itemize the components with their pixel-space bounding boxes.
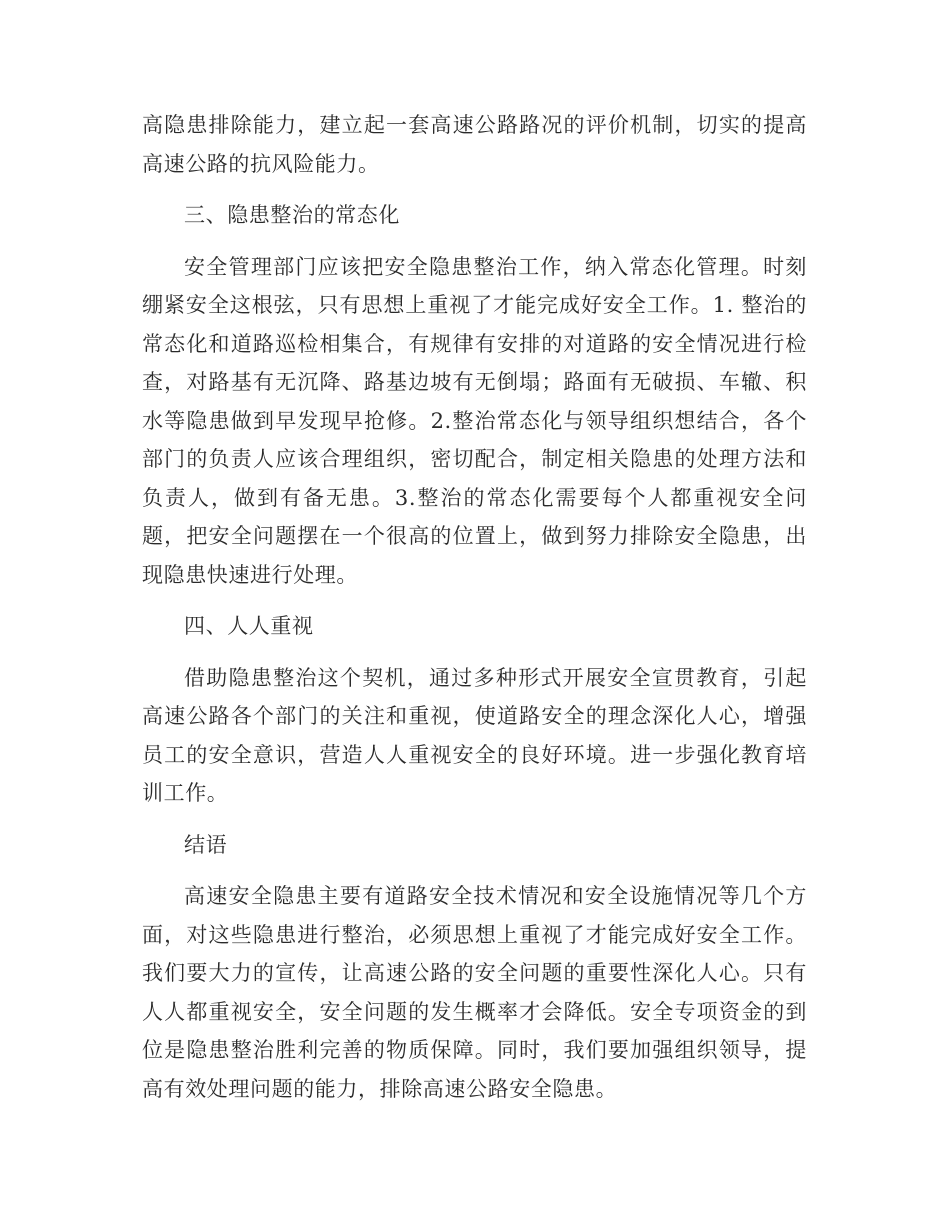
paragraph-normalization: 安全管理部门应该把安全隐患整治工作，纳入常态化管理。时刻绷紧安全这根弦，只有思想上重视了才能完成好安全工作。1. 整治的常态化和道路巡检相集合，有规律有安排的对道路的安全情况进行检查，对路基有无沉降、路基边坡有无倒塌；路面有无破损、车辙、积水等隐患做到早发现早抢修。2.整治常态化与领导组织想结合，各个部门的负责人应该合理组织，密切配合，制定相关隐患的处理方法和负责人，做到有备无患。3.整治的常态化需要每个人都重视安全问题，把安全问题摆在一个很高的位置上，做到努力排除安全隐患，出现隐患快速进行处理。 (142, 254, 807, 587)
paragraph-gap (142, 235, 807, 248)
paragraph-safety-education: 借助隐患整治这个契机，通过多种形式开展安全宣贯教育，引起高速公路各个部门的关注和重视，使道路安全的理念深化人心，增强员工的安全意识，营造人人重视安全的良好环境。进一步强化教育培训工作。 (142, 665, 807, 805)
paragraph-gap (142, 864, 807, 877)
section-heading-everyone-values: 四、人人重视 (184, 614, 314, 638)
paragraph-gap (142, 646, 807, 659)
paragraph-gap (142, 813, 807, 826)
section-heading-conclusion: 结语 (184, 832, 228, 857)
paragraph-conclusion: 高速安全隐患主要有道路安全技术情况和安全设施情况等几个方面，对这些隐患进行整治，必须思想上重视了才能完成好安全工作。我们要大力的宣传，让高速公路的安全问题的重要性深化人心。只有人人都重视安全，安全问题的发生概率才会降低。安全专项资金的到位是隐患整治胜利完善的物质保障。同时，我们要加强组织领导，提高有效处理问题的能力，排除高速公路安全隐患。 (142, 884, 807, 1101)
paragraph-risk-capacity: 高隐患排除能力，建立起一套高速公路路况的评价机制，切实的提高高速公路的抗风险能力。 (142, 113, 807, 176)
paragraph-gap (142, 183, 807, 196)
section-heading-normalization: 三、隐患整治的常态化 (184, 203, 400, 227)
document-body (142, 106, 807, 1108)
paragraph-gap (142, 594, 807, 607)
